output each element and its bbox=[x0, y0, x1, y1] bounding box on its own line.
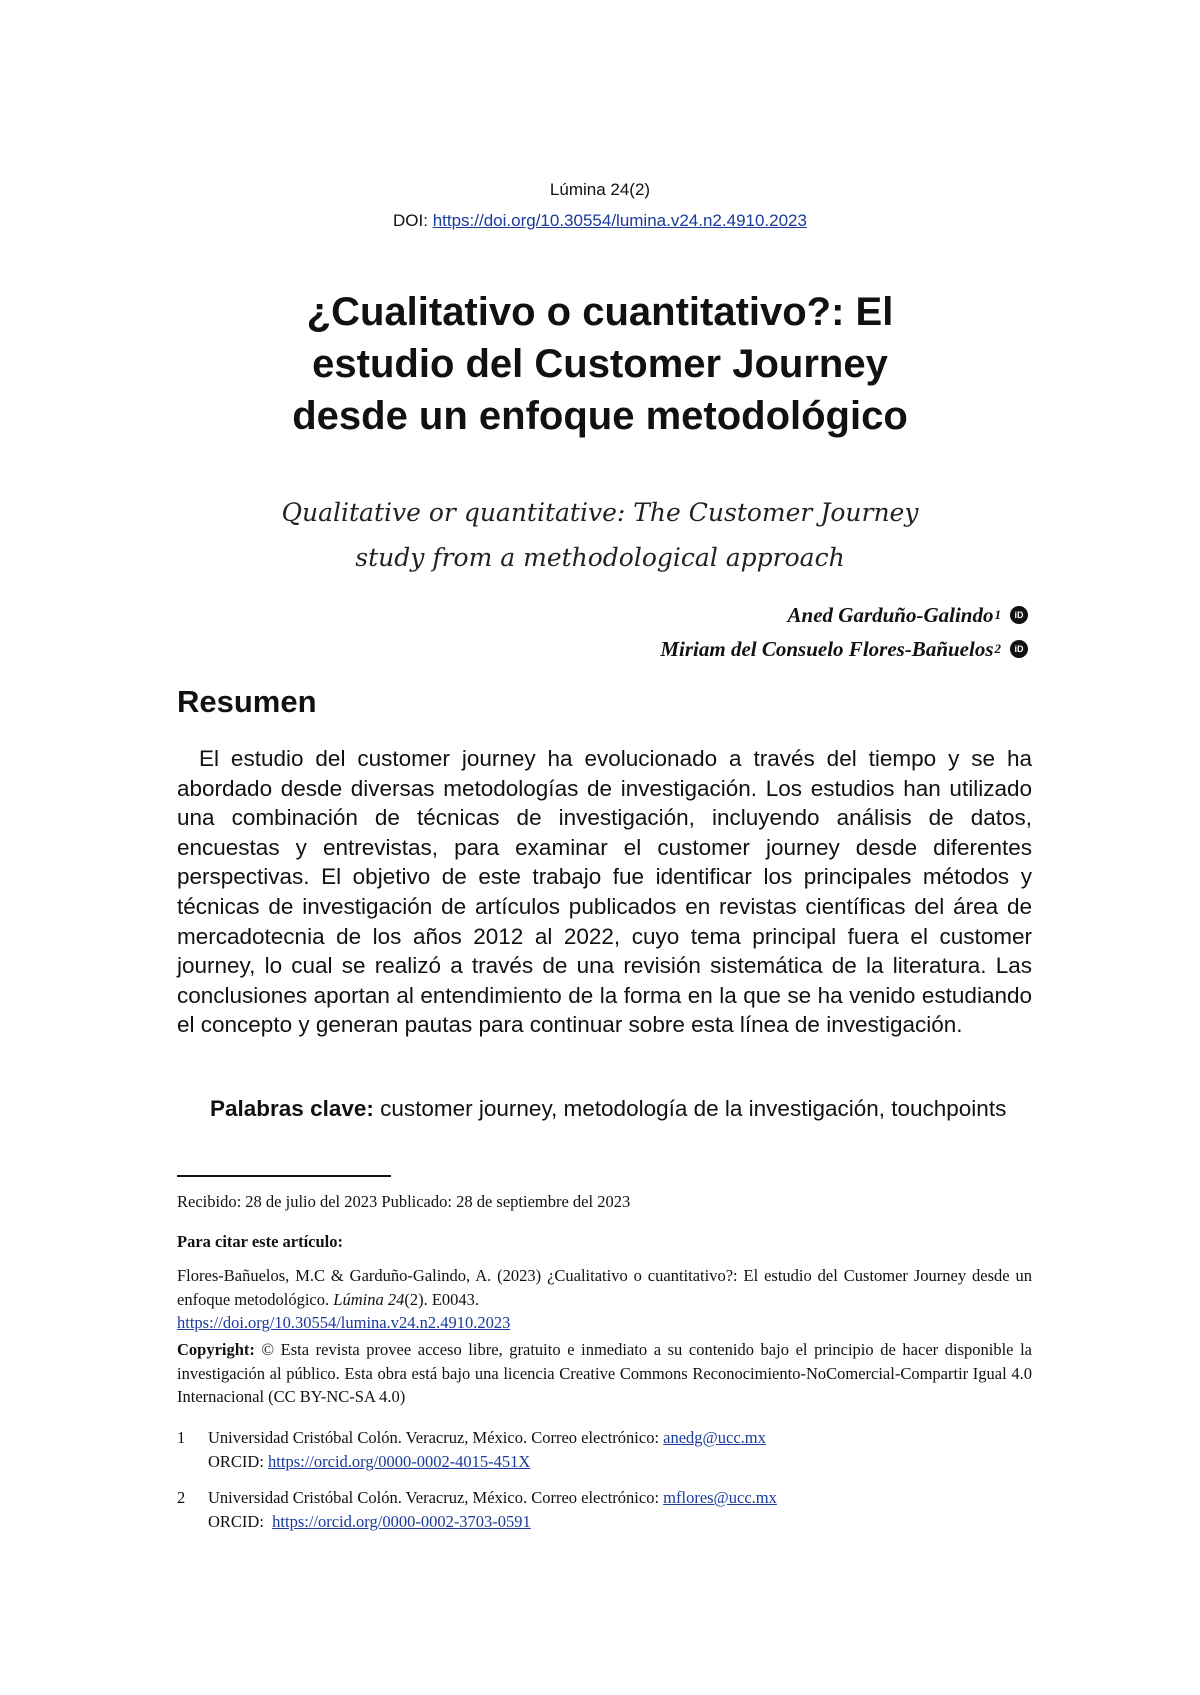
english-title bbox=[150, 490, 1050, 580]
author-affiliation-mark: 1 bbox=[994, 607, 1001, 622]
author-name: Aned Garduño-Galindo bbox=[787, 603, 994, 627]
abstract-text: El estudio del customer journey ha evolucionado a través del tiempo y se ha abordado desde diversas metodologías de investigación. Los estudios han utilizado una combinación de técnicas de investigación, incluyendo análisis de datos, encuestas y entrevistas, para examinar el customer journey desde diferentes perspectivas. El objetivo de este trabajo fue identificar los principales métodos y técnicas de investigación de artículos publicados en revistas científicas del área de mercadotecnia de los años 2012 al 2022, cuyo tema principal fuera el customer journey, lo cual se realizó a través de una revisión sistemática de la literatura. Las conclusiones aportan al entendimiento de la forma en la que se ha venido estudiando el concepto y generan pautas para continuar sobre esta línea de investigación. bbox=[177, 746, 1032, 1038]
citation bbox=[177, 1264, 1032, 1335]
footnote-number: 2 bbox=[177, 1488, 186, 1507]
citation-journal: Lúmina 24 bbox=[333, 1289, 405, 1309]
author-list bbox=[660, 598, 1028, 666]
title-line-3: desde un enfoque metodológico bbox=[292, 394, 908, 438]
received-dates: Recibido: 28 de julio del 2023 Publicado: 28 de septiembre del 2023 bbox=[177, 1192, 631, 1211]
doi-label: DOI: bbox=[393, 211, 433, 230]
orcid-label: ORCID: bbox=[208, 1451, 269, 1471]
copyright-label: Copyright: bbox=[177, 1340, 255, 1359]
orcid-link[interactable]: https://orcid.org/0000-0002-3703-0591 bbox=[272, 1511, 531, 1531]
orcid-icon[interactable]: iD bbox=[1010, 640, 1028, 658]
email-link[interactable]: anedg@ucc.mx bbox=[663, 1428, 766, 1447]
copyright-text: © Esta revista provee acceso libre, gratuito e inmediato a su contenido bajo el principio de hacer disponible la investigación al público. Esta obra está bajo una licencia Creative Commons Reconocimiento-NoComercial-Compartir Igual 4.0 Internacional (CC BY-NC-SA 4.0) bbox=[177, 1340, 1032, 1406]
footnote-2 bbox=[177, 1486, 1032, 1533]
title-line-1: ¿Cualitativo o cuantitativo?: El bbox=[306, 290, 894, 334]
article-title bbox=[150, 286, 1050, 442]
footnote-divider bbox=[177, 1175, 391, 1177]
journal-issue: Lúmina 24(2) bbox=[549, 180, 651, 199]
citation-text: Flores-Bañuelos, M.C & Garduño-Galindo, A. (2023) ¿Cualitativo o cuantitativo?: El estudio del Customer Journey desde un enfoque metodológico. bbox=[177, 1266, 1032, 1309]
affiliation: Universidad Cristóbal Colón. Veracruz, México. Correo electrónico: bbox=[208, 1428, 664, 1447]
author-affiliation-mark: 2 bbox=[994, 641, 1001, 656]
subtitle-line-1: Qualitative or quantitative: The Customer Journey bbox=[281, 498, 919, 527]
subtitle-line-2: study from a methodological approach bbox=[355, 543, 845, 572]
citation-issue: (2). E0043. bbox=[404, 1289, 480, 1309]
citation-doi-link[interactable]: https://doi.org/10.30554/lumina.v24.n2.4910.2023 bbox=[177, 1313, 511, 1332]
title-line-2: estudio del Customer Journey bbox=[312, 342, 888, 386]
email-link[interactable]: mflores@ucc.mx bbox=[663, 1488, 777, 1507]
keywords bbox=[177, 1093, 1032, 1124]
orcid-icon[interactable]: iD bbox=[1010, 606, 1028, 624]
copyright-notice bbox=[177, 1338, 1032, 1409]
author-2 bbox=[660, 632, 1028, 666]
keywords-label: Palabras clave: bbox=[210, 1096, 374, 1121]
journal-header bbox=[0, 174, 1200, 236]
doi-link[interactable]: https://doi.org/10.30554/lumina.v24.n2.4910.2023 bbox=[432, 211, 807, 230]
footnote-body bbox=[208, 1426, 766, 1473]
doi-line bbox=[0, 205, 1200, 236]
footnote-number: 1 bbox=[177, 1428, 186, 1447]
orcid-label: ORCID: bbox=[208, 1511, 273, 1531]
abstract-heading: Resumen bbox=[177, 684, 317, 719]
keywords-list: customer journey, metodología de la investigación, touchpoints bbox=[373, 1096, 1007, 1121]
affiliation: Universidad Cristóbal Colón. Veracruz, México. Correo electrónico: bbox=[208, 1488, 664, 1507]
orcid-link[interactable]: https://orcid.org/0000-0002-4015-451X bbox=[268, 1451, 531, 1471]
footnote-body bbox=[208, 1486, 777, 1533]
footnote-1 bbox=[177, 1426, 1032, 1473]
author-1 bbox=[660, 598, 1028, 632]
citation-heading: Para citar este artículo: bbox=[177, 1232, 343, 1251]
author-name: Miriam del Consuelo Flores-Bañuelos bbox=[660, 637, 994, 661]
